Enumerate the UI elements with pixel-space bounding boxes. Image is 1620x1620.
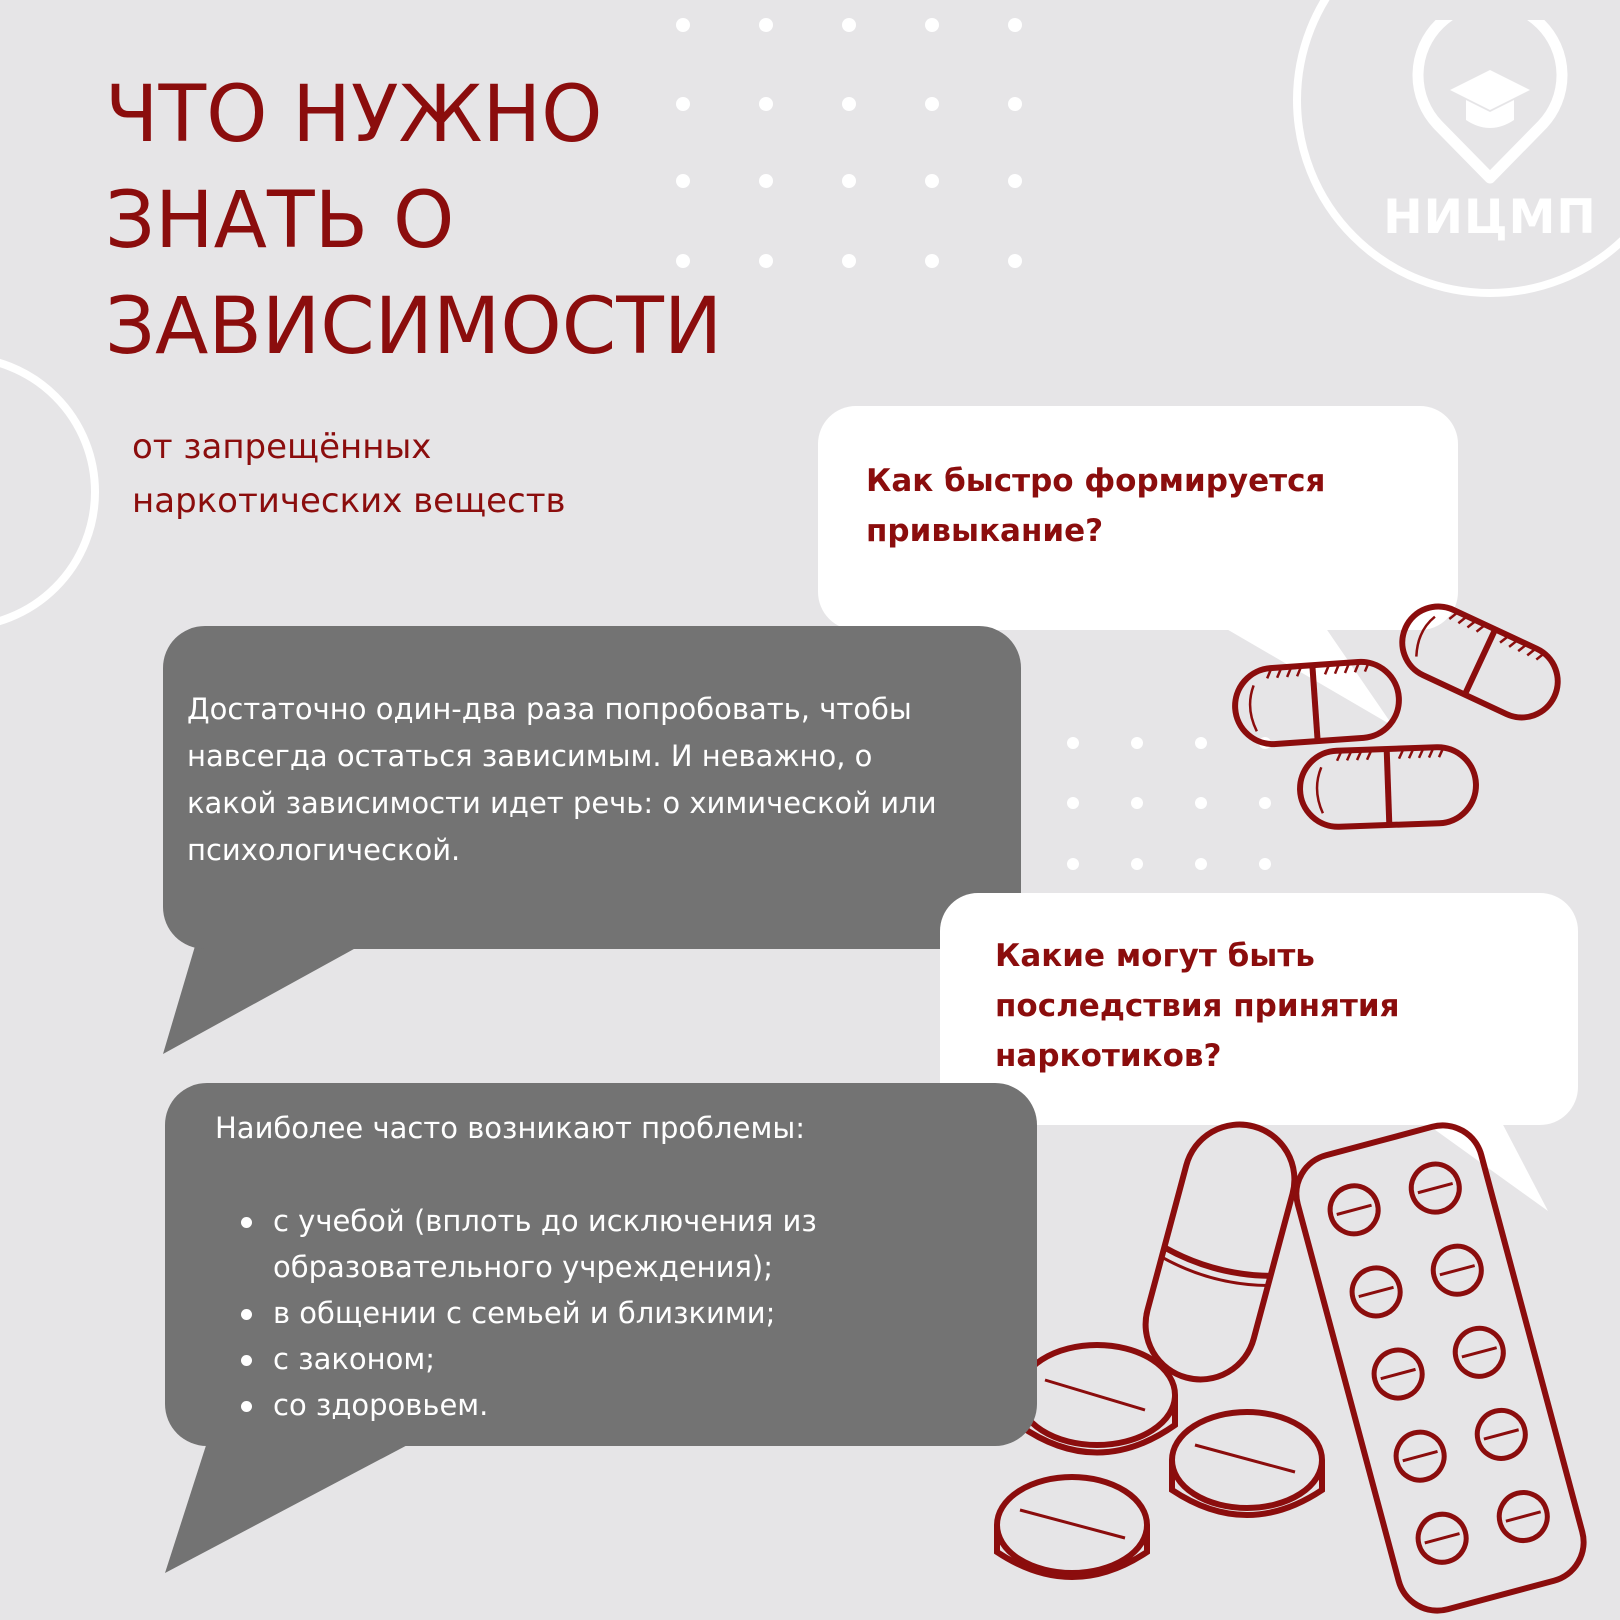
answer-bubble-1 bbox=[163, 626, 1021, 949]
list-item bbox=[215, 1198, 817, 1290]
answer-bubble-2 bbox=[165, 1083, 1037, 1446]
answer-line: какой зависимости идет речь: о химической или bbox=[187, 786, 937, 820]
capsules-illustration bbox=[1220, 595, 1570, 840]
answer-line: Достаточно один-два раза попробовать, чтобы bbox=[187, 692, 912, 726]
page-subtitle bbox=[132, 420, 566, 528]
problems-list bbox=[215, 1198, 817, 1428]
decor-dots-top bbox=[676, 18, 1022, 268]
answer-line: психологической. bbox=[187, 833, 461, 867]
bullet-icon bbox=[241, 1401, 252, 1412]
list-item bbox=[215, 1290, 817, 1336]
answer-line: навсегда остаться зависимым. И неважно, о bbox=[187, 739, 873, 773]
title-line: ЧТО НУЖНО bbox=[105, 70, 603, 160]
bullet-icon bbox=[241, 1355, 252, 1366]
pills-blister-illustration bbox=[985, 1110, 1600, 1615]
answer-intro: Наиболее часто возникают проблемы: bbox=[215, 1111, 805, 1145]
question-text bbox=[866, 456, 1325, 556]
list-item bbox=[215, 1382, 817, 1428]
question-line: привыкание? bbox=[866, 513, 1104, 549]
question-line: Как быстро формируется bbox=[866, 463, 1326, 499]
list-item-line: с законом; bbox=[273, 1342, 435, 1376]
graduation-cap-pin-icon bbox=[1380, 20, 1600, 190]
answer-text bbox=[187, 686, 937, 874]
subtitle-line: от запрещённых bbox=[132, 427, 432, 467]
list-item bbox=[215, 1336, 817, 1382]
list-item-line: со здоровьем. bbox=[273, 1388, 489, 1422]
logo bbox=[1380, 20, 1600, 250]
subtitle-line: наркотических веществ bbox=[132, 481, 566, 521]
logo-text: НИЦМП bbox=[1383, 190, 1597, 245]
question-line: наркотиков? bbox=[995, 1038, 1222, 1074]
decor-circle-left bbox=[0, 357, 95, 627]
title-line: ЗНАТЬ О bbox=[105, 176, 455, 266]
bullet-icon bbox=[241, 1309, 252, 1320]
bullet-icon bbox=[241, 1217, 252, 1228]
list-item-line: образовательного учреждения); bbox=[273, 1250, 773, 1284]
list-item-line: в общении с семьей и близкими; bbox=[273, 1296, 776, 1330]
question-text bbox=[995, 931, 1399, 1081]
title-line: ЗАВИСИМОСТИ bbox=[105, 282, 723, 372]
page-title bbox=[105, 62, 722, 380]
question-line: последствия принятия bbox=[995, 988, 1400, 1024]
list-item-line: с учебой (вплоть до исключения из bbox=[273, 1204, 817, 1238]
question-line: Какие могут быть bbox=[995, 938, 1315, 974]
